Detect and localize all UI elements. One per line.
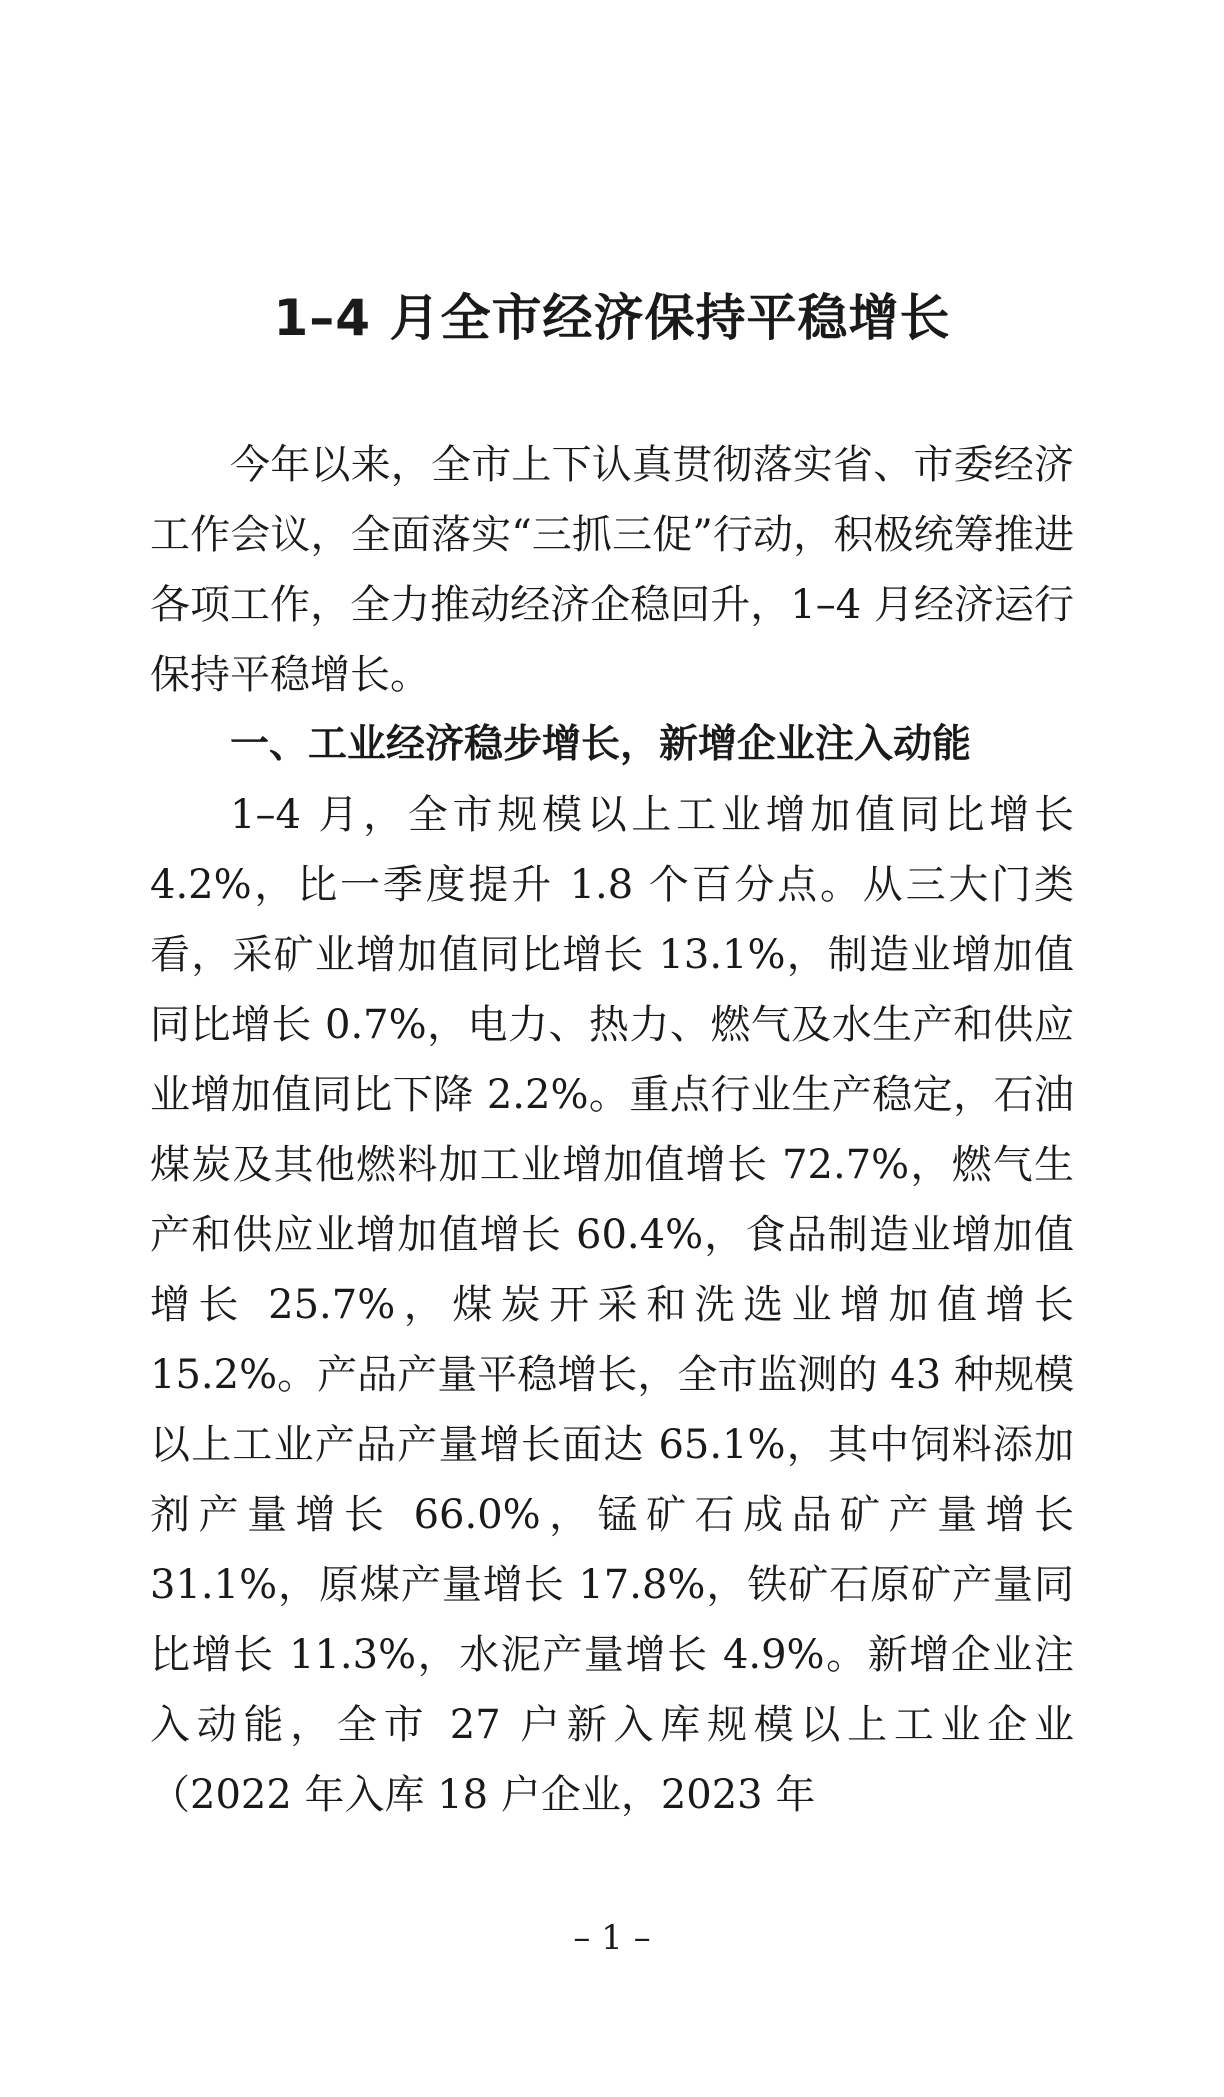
page-number: – 1 –: [573, 1918, 651, 1958]
section-paragraph: 1–4 月，全市规模以上工业增加值同比增长 4.2%，比一季度提升 1.8 个百分点。从三大门类看，采矿业增加值同比增长 13.1%，制造业增加值同比增长 0.7%，电力、热力、燃气及水生产和供应业增加值同比下降 2.2%。重点行业生产稳定，石油煤炭及其他燃料加工业增加值增长 72.7%，燃气生产和供应业增加值增长 60.4%，食品制造业增加值增长 25.7%，煤炭开采和洗选业增加值增长 15.2%。产品产量平稳增长，全市监测的 43 种规模以上工业产品产量增长面达 65.1%，其中饲料添加剂产量增长 66.0%，锰矿石成品矿产量增长 31.1%，原煤产量增长 17.8%，铁矿石原矿产量同比增长 11.3%，水泥产量增长 4.9%。新增企业注入动能，全市 27 户新入库规模以上工业企业（2022 年入库 18 户企业，2023 年: [150, 792, 1074, 1818]
section-heading: 一、工业经济稳步增长，新增企业注入动能: [230, 722, 972, 767]
document-title: 1–4 月全市经济保持平稳增长: [273, 289, 951, 347]
intro-paragraph: 今年以来，全市上下认真贯彻落实省、市委经济工作会议，全面落实“三抓三促”行动，积极统筹推进各项工作，全力推动经济企稳回升，1–4 月经济运行保持平稳增长。: [150, 442, 1074, 698]
document-body: [150, 430, 1074, 1830]
